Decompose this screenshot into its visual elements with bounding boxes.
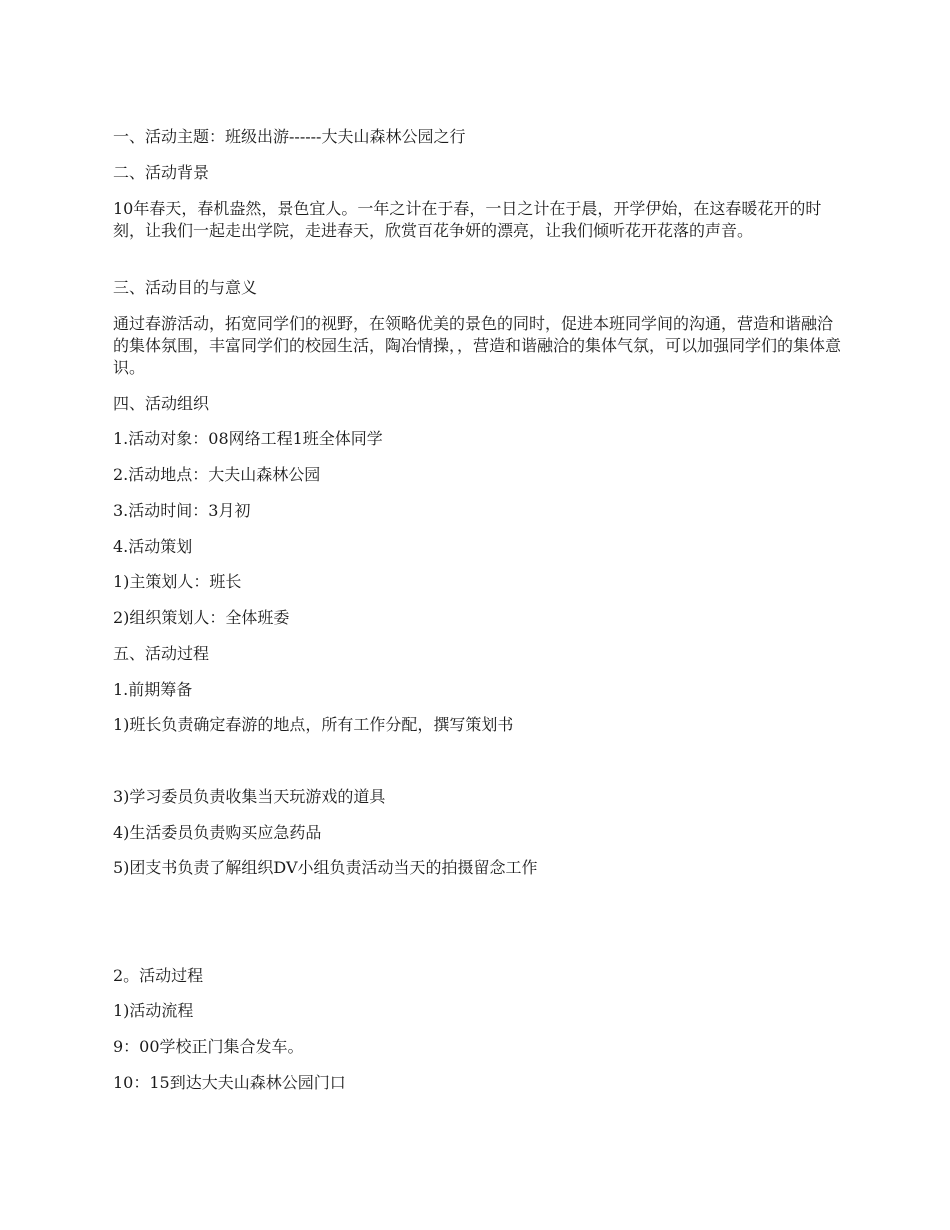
flow-item-1: 9：00学校正门集合发车。 (113, 1037, 304, 1056)
org-planner-team: 2)组织策划人：全体班委 (113, 608, 290, 627)
prep-item-4: 4)生活委员负责购买应急药品 (113, 823, 322, 842)
heading-theme: 一、活动主题：班级出游------大夫山森林公园之行 (113, 127, 466, 146)
prep-item-3: 3)学习委员负责收集当天玩游戏的道具 (113, 787, 386, 806)
prep-heading: 1.前期筹备 (113, 680, 193, 699)
org-target: 1.活动对象：08网络工程1班全体同学 (113, 429, 383, 448)
heading-process: 五、活动过程 (113, 644, 210, 663)
process-heading: 2。活动过程 (113, 966, 204, 985)
org-planning: 4.活动策划 (113, 537, 193, 556)
purpose-paragraph: 通过春游活动，拓宽同学们的视野，在领略优美的景色的同时，促进本班同学间的沟通，营造和谐融洽的集体氛围，丰富同学们的校园生活，陶冶情操，，营造和谐融洽的集体气氛，可以加强同学们的集体意识。 (113, 314, 842, 377)
org-planner-main: 1)主策划人：班长 (113, 572, 242, 591)
background-paragraph: 10年春天，春机盎然，景色宜人。一年之计在于春，一日之计在于晨，开学伊始，在这春暖花开的时刻，让我们一起走出学院，走进春天，欣赏百花争妍的漂亮，让我们倾听花开花落的声音。 (113, 199, 822, 240)
prep-item-1: 1)班长负责确定春游的地点，所有工作分配，撰写策划书 (113, 715, 514, 734)
prep-item-5: 5)团支书负责了解组织DV小组负责活动当天的拍摄留念工作 (113, 858, 538, 877)
heading-organization: 四、活动组织 (113, 394, 210, 413)
flow-item-2: 10：15到达大夫山森林公园门口 (113, 1073, 346, 1092)
flow-heading: 1)活动流程 (113, 1001, 194, 1020)
heading-purpose: 三、活动目的与意义 (113, 278, 258, 297)
org-time: 3.活动时间：3月初 (113, 501, 251, 520)
heading-background: 二、活动背景 (113, 163, 210, 182)
org-location: 2.活动地点：大夫山森林公园 (113, 465, 321, 484)
